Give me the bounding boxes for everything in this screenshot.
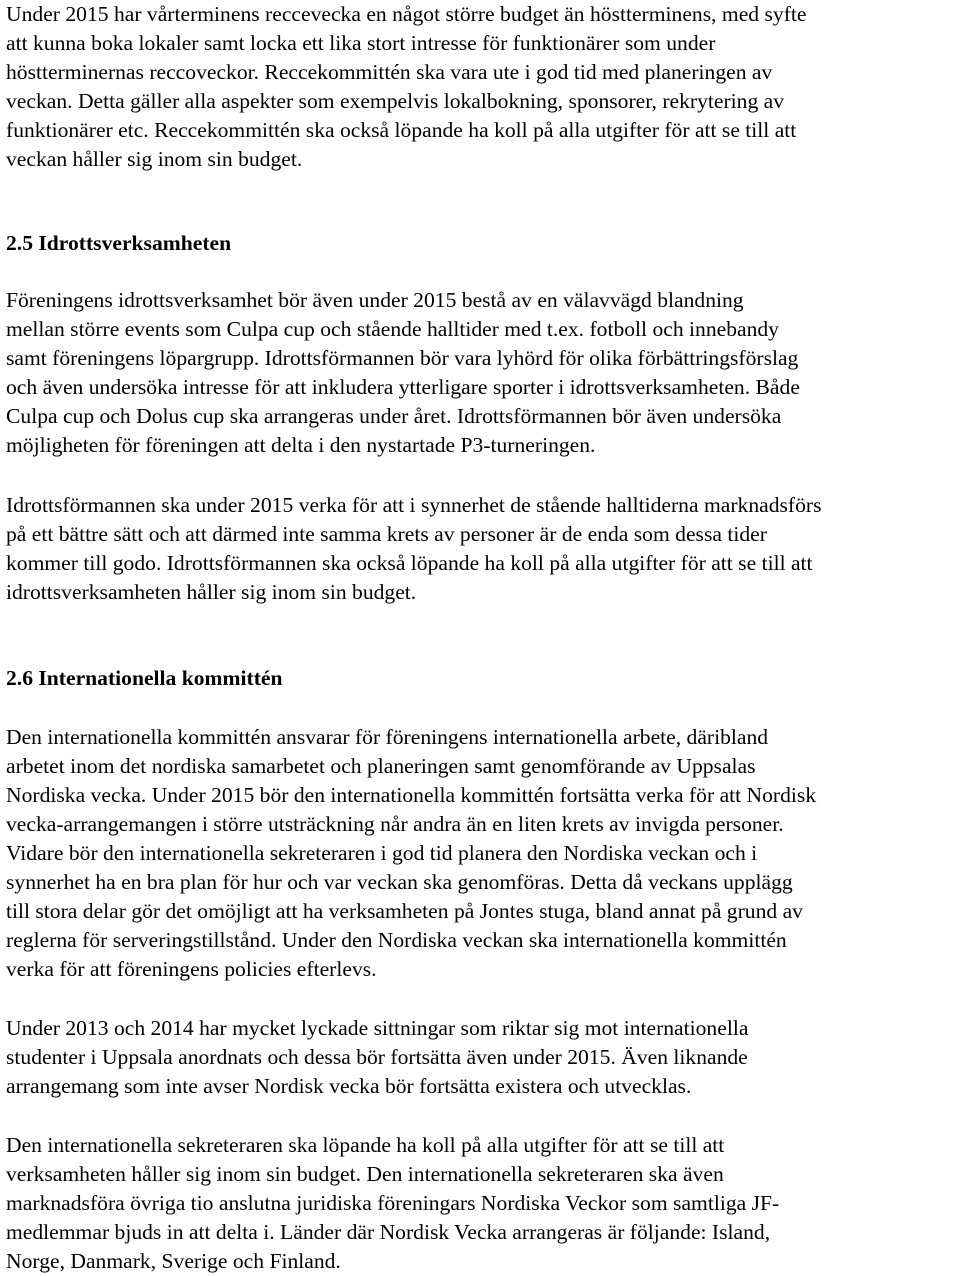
text-line: idrottsverksamheten håller sig inom sin budget. bbox=[6, 580, 417, 604]
text-line: Den internationella sekreteraren ska löpande ha koll på alla utgifter för att se till att bbox=[6, 1133, 725, 1157]
text-line: arrangemang som inte avser Nordisk vecka bör fortsätta existera och utvecklas. bbox=[6, 1074, 692, 1098]
text-line: Den internationella kommittén ansvarar för föreningens internationella arbete, däribland bbox=[6, 725, 769, 749]
text-line: studenter i Uppsala anordnats och dessa bör fortsätta även under 2015. Även liknande bbox=[6, 1045, 748, 1069]
text-line: Vidare bör den internationella sekreteraren i god tid planera den Nordiska veckan och i bbox=[6, 841, 758, 865]
text-line: Norge, Danmark, Sverige och Finland. bbox=[6, 1249, 341, 1273]
text-line: Idrottsförmannen ska under 2015 verka för att i synnerhet de stående halltiderna marknadsförs bbox=[6, 493, 822, 517]
text-line: reglerna för serveringstillstånd. Under den Nordiska veckan ska internationella kommittén bbox=[6, 928, 787, 952]
text-line: vecka-arrangemangen i större utsträckning når andra än en liten krets av invigda personer. bbox=[6, 812, 784, 836]
text-line: höstterminernas reccoveckor. Reccekommittén ska vara ute i god tid med planeringen av bbox=[6, 60, 773, 84]
text-line: och även undersöka intresse för att inkludera ytterligare sporter i idrottsverksamheten. Både bbox=[6, 375, 800, 399]
section-heading-internationella-kommitten: 2.6 Internationella kommittén bbox=[6, 666, 283, 690]
text-line: verksamheten håller sig inom sin budget. Den internationella sekreteraren ska även bbox=[6, 1162, 724, 1186]
text-line: funktionärer etc. Reccekommittén ska också löpande ha koll på alla utgifter för att se till att bbox=[6, 118, 797, 142]
intro-paragraph bbox=[6, 0, 806, 174]
internationella-paragraph-1 bbox=[6, 723, 816, 984]
idrott-paragraph-2 bbox=[6, 491, 822, 607]
text-line: Föreningens idrottsverksamhet bör även under 2015 bestå av en välavvägd blandning bbox=[6, 288, 744, 312]
text-line: Culpa cup och Dolus cup ska arrangeras under året. Idrottsförmannen bör även undersöka bbox=[6, 404, 782, 428]
internationella-paragraph-3 bbox=[6, 1131, 779, 1276]
internationella-paragraph-2 bbox=[6, 1014, 748, 1101]
text-line: Under 2015 har vårterminens reccevecka en något större budget än höstterminens, med syfte bbox=[6, 2, 807, 26]
text-line: till stora delar gör det omöjligt att ha verksamheten på Jontes stuga, bland annat på grund av bbox=[6, 899, 803, 923]
text-line: att kunna boka lokaler samt locka ett lika stort intresse för funktionärer som under bbox=[6, 31, 716, 55]
text-line: mellan större events som Culpa cup och stående halltider med t.ex. fotboll och innebandy bbox=[6, 317, 779, 341]
text-line: veckan. Detta gäller alla aspekter som exempelvis lokalbokning, sponsorer, rekrytering av bbox=[6, 89, 785, 113]
text-line: samt föreningens löpargrupp. Idrottsförmannen bör vara lyhörd för olika förbättringsförslag bbox=[6, 346, 799, 370]
text-line: marknadsföra övriga tio anslutna juridiska föreningars Nordiska Veckor som samtliga JF- bbox=[6, 1191, 780, 1215]
text-line: verka för att föreningens policies efterlevs. bbox=[6, 957, 377, 981]
text-line: Under 2013 och 2014 har mycket lyckade sittningar som riktar sig mot internationella bbox=[6, 1016, 749, 1040]
text-line: arbetet inom det nordiska samarbetet och planeringen samt genomförande av Uppsalas bbox=[6, 754, 756, 778]
text-line: veckan håller sig inom sin budget. bbox=[6, 147, 303, 171]
text-line: synnerhet ha en bra plan för hur och var veckan ska genomföras. Detta då veckans upplägg bbox=[6, 870, 793, 894]
text-line: möjligheten för föreningen att delta i den nystartade P3-turneringen. bbox=[6, 433, 596, 457]
text-line: på ett bättre sätt och att därmed inte samma krets av personer är de enda som dessa tider bbox=[6, 522, 767, 546]
text-line: medlemmar bjuds in att delta i. Länder där Nordisk Vecka arrangeras är följande: Island, bbox=[6, 1220, 771, 1244]
text-line: Nordiska vecka. Under 2015 bör den internationella kommittén fortsätta verka för att Nordisk bbox=[6, 783, 817, 807]
section-heading-idrottsverksamheten: 2.5 Idrottsverksamheten bbox=[6, 231, 232, 255]
text-line: kommer till godo. Idrottsförmannen ska också löpande ha koll på alla utgifter för att se till att bbox=[6, 551, 813, 575]
idrott-paragraph-1 bbox=[6, 286, 800, 460]
